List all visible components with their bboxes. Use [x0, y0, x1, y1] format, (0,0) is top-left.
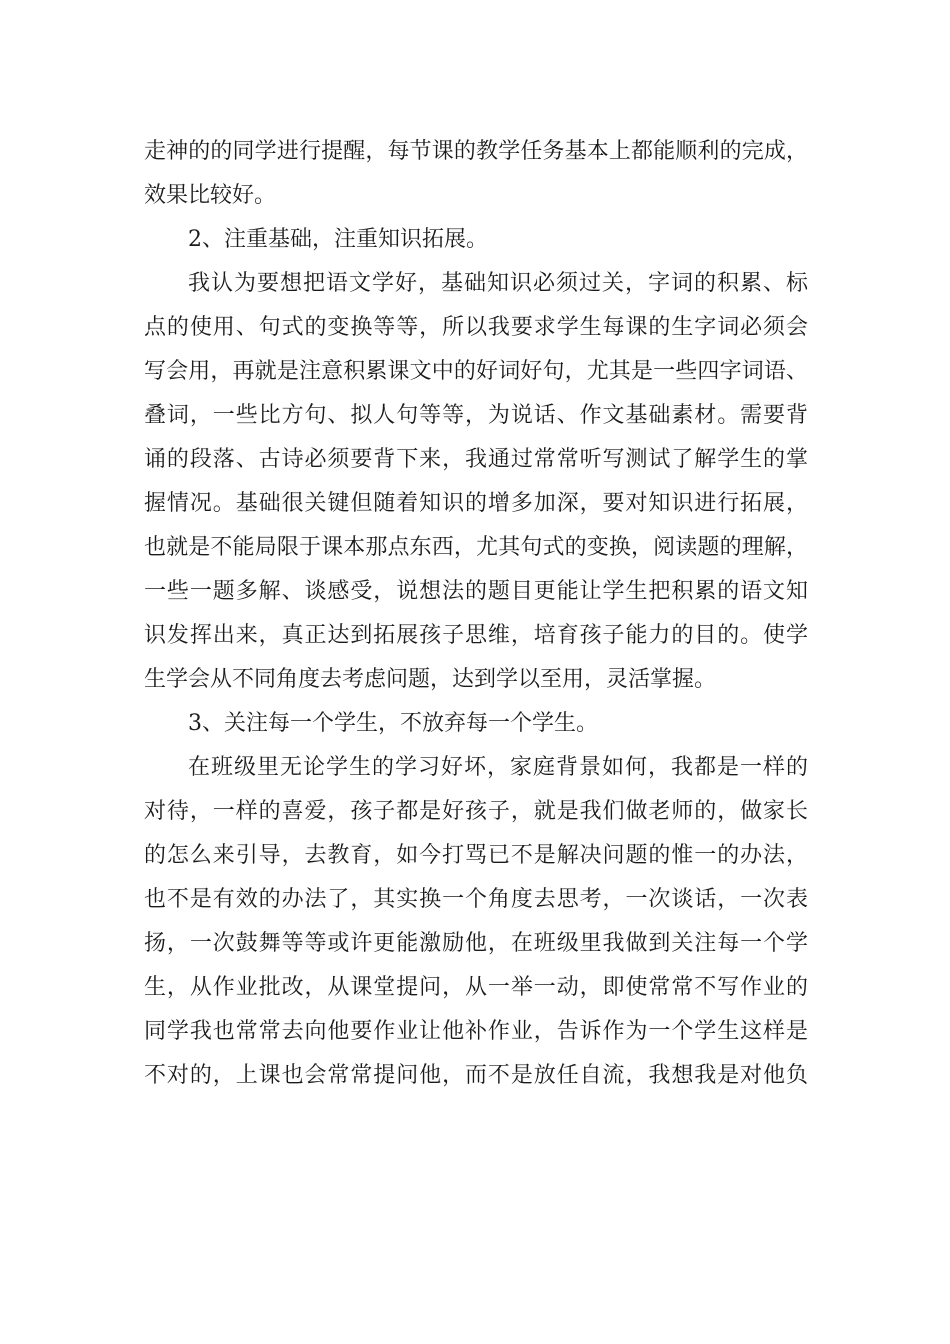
- text-line: 同学我也常常去向他要作业让他补作业，告诉作为一个学生这样是: [144, 1019, 808, 1044]
- text-line: 我认为要想把语文学好，基础知识必须过关，字词的积累、标: [188, 271, 808, 296]
- text-line: 的怎么来引导，去教育，如今打骂已不是解决问题的惟一的办法，: [144, 843, 808, 868]
- text-line: 对待，一样的喜爱，孩子都是好孩子，就是我们做老师的，做家长: [144, 799, 808, 824]
- text-line: 效果比较好。: [144, 183, 277, 208]
- text-line: 写会用，再就是注意积累课文中的好词好句，尤其是一些四字词语、: [144, 359, 808, 384]
- text-line: 不对的，上课也会常常提问他，而不是放任自流，我想我是对他负: [144, 1063, 808, 1088]
- text-line: 在班级里无论学生的学习好坏，家庭背景如何，我都是一样的: [188, 755, 808, 780]
- section-heading-2: 2、注重基础，注重知识拓展。: [188, 227, 488, 252]
- text-line: 点的使用、句式的变换等等，所以我要求学生每课的生字词必须会: [144, 315, 808, 340]
- text-line: 诵的段落、古诗必须要背下来，我通过常常听写测试了解学生的掌: [144, 447, 808, 472]
- text-line: 生，从作业批改，从课堂提问，从一举一动，即使常常不写作业的: [144, 975, 808, 1000]
- text-line: 一些一题多解、谈感受，说想法的题目更能让学生把积累的语文知: [144, 579, 808, 604]
- text-line: 走神的的同学进行提醒，每节课的教学任务基本上都能顺利的完成，: [144, 139, 808, 164]
- text-line: 也不是有效的办法了，其实换一个角度去思考，一次谈话，一次表: [144, 887, 808, 912]
- text-line: 扬，一次鼓舞等等或许更能激励他，在班级里我做到关注每一个学: [144, 931, 808, 956]
- section-heading-3: 3、关注每一个学生，不放弃每一个学生。: [188, 711, 598, 736]
- text-line: 生学会从不同角度去考虑问题，达到学以至用，灵活掌握。: [144, 667, 717, 692]
- text-line: 叠词，一些比方句、拟人句等等，为说话、作文基础素材。需要背: [144, 403, 808, 428]
- text-line: 也就是不能局限于课本那点东西，尤其句式的变换，阅读题的理解，: [144, 535, 808, 560]
- body-text: [144, 130, 808, 1098]
- text-line: 识发挥出来，真正达到拓展孩子思维，培育孩子能力的目的。使学: [144, 623, 808, 648]
- text-line: 握情况。基础很关键但随着知识的增多加深，要对知识进行拓展，: [144, 491, 808, 516]
